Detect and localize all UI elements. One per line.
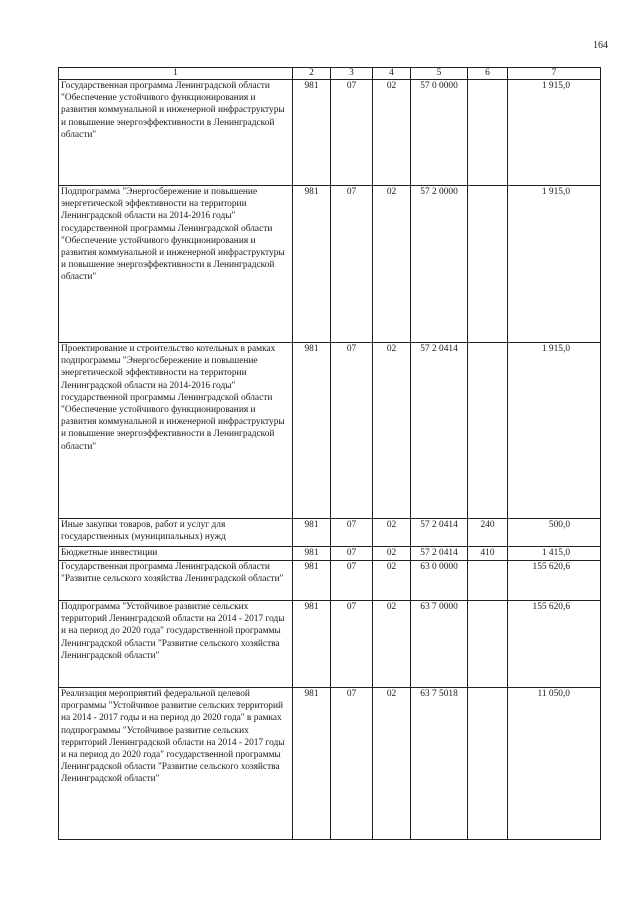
row-expense-type: [468, 80, 508, 186]
row-description: Иные закупки товаров, работ и услуг для государственных (муниципальных) нужд: [59, 519, 293, 547]
row-target-code: 63 7 5018: [411, 688, 468, 840]
table-row: [59, 186, 601, 343]
table-row: [59, 80, 601, 186]
row-description: Бюджетные инвестиции: [59, 547, 293, 561]
row-expense-type: [468, 688, 508, 840]
row-section-code: 07: [331, 561, 373, 601]
row-ministry-code: 981: [293, 561, 331, 601]
row-ministry-code: 981: [293, 186, 331, 343]
row-expense-type: [468, 601, 508, 688]
row-subsection-code: 02: [373, 186, 411, 343]
row-section-code: 07: [331, 601, 373, 688]
row-amount: 155 620,6: [508, 561, 601, 601]
row-amount: 155 620,6: [508, 601, 601, 688]
row-section-code: 07: [331, 519, 373, 547]
row-expense-type: 240: [468, 519, 508, 547]
row-subsection-code: 02: [373, 343, 411, 519]
row-expense-type: [468, 561, 508, 601]
row-target-code: 57 2 0414: [411, 343, 468, 519]
row-ministry-code: 981: [293, 688, 331, 840]
row-description: Государственная программа Ленинградской области "Обеспечение устойчивого функционирования и развития коммунальной и инженерной инфраструктуры и повышение энергоэффективности в Ленинградской области": [59, 80, 293, 186]
header-cell: 7: [508, 68, 601, 80]
header-cell: 3: [331, 68, 373, 80]
row-subsection-code: 02: [373, 561, 411, 601]
header-cell: 6: [468, 68, 508, 80]
table-row: [59, 688, 601, 840]
row-amount: 500,0: [508, 519, 601, 547]
table-row: [59, 561, 601, 601]
row-expense-type: [468, 343, 508, 519]
row-amount: 1 915,0: [508, 80, 601, 186]
row-target-code: 57 2 0414: [411, 547, 468, 561]
row-section-code: 07: [331, 186, 373, 343]
row-expense-type: 410: [468, 547, 508, 561]
row-subsection-code: 02: [373, 547, 411, 561]
row-description: Подпрограмма "Энергосбережение и повышение энергетической эффективности на территории Ленинградской области на 2014-2016 годы" государственной программы Ленинградской области "Обеспечение устойчивого функционирования и развития коммунальной и инженерной инфраструктуры и повышение энергоэффективности в Ленинградской области": [59, 186, 293, 343]
page-number: 164: [593, 40, 608, 51]
row-target-code: 63 7 0000: [411, 601, 468, 688]
row-description: Подпрограмма "Устойчивое развитие сельских территорий Ленинградской области на 2014 - 2017 годы и на период до 2020 года" государственной программы Ленинградской области "Развитие сельского хозяйства Ленинградской области": [59, 601, 293, 688]
row-section-code: 07: [331, 80, 373, 186]
row-target-code: 63 0 0000: [411, 561, 468, 601]
table-row: [59, 547, 601, 561]
table-row: [59, 519, 601, 547]
row-target-code: 57 2 0000: [411, 186, 468, 343]
row-amount: 1 915,0: [508, 186, 601, 343]
row-amount: 1 915,0: [508, 343, 601, 519]
table-header-row: [59, 68, 601, 80]
row-ministry-code: 981: [293, 547, 331, 561]
row-subsection-code: 02: [373, 688, 411, 840]
row-ministry-code: 981: [293, 519, 331, 547]
row-subsection-code: 02: [373, 80, 411, 186]
row-subsection-code: 02: [373, 519, 411, 547]
row-amount: 11 050,0: [508, 688, 601, 840]
row-ministry-code: 981: [293, 601, 331, 688]
row-description: Проектирование и строительство котельных в рамках подпрограммы "Энергосбережение и повышение энергетической эффективности на территории Ленинградской области на 2014-2016 годы" государственной программы Ленинградской области "Обеспечение устойчивого функционирования и развития коммунальной и инженерной инфраструктуры и повышение энергоэффективности в Ленинградской области": [59, 343, 293, 519]
row-description: Реализация мероприятий федеральной целевой программы "Устойчивое развитие сельских территорий на 2014 - 2017 годы и на период до 2020 года" в рамках подпрограммы "Устойчивое развитие сельских территорий Ленинградской области на 2014 - 2017 годы и на период до 2020 года" государственной программы Ленинградской области "Развитие сельского хозяйства Ленинградской области": [59, 688, 293, 840]
row-amount: 1 415,0: [508, 547, 601, 561]
row-ministry-code: 981: [293, 343, 331, 519]
row-target-code: 57 2 0414: [411, 519, 468, 547]
table-row: [59, 343, 601, 519]
row-ministry-code: 981: [293, 80, 331, 186]
header-cell: 2: [293, 68, 331, 80]
header-cell: 4: [373, 68, 411, 80]
budget-table: [58, 67, 601, 840]
table-row: [59, 601, 601, 688]
row-section-code: 07: [331, 547, 373, 561]
row-description: Государственная программа Ленинградской области "Развитие сельского хозяйства Ленинградской области": [59, 561, 293, 601]
row-target-code: 57 0 0000: [411, 80, 468, 186]
row-expense-type: [468, 186, 508, 343]
row-section-code: 07: [331, 343, 373, 519]
header-cell: 5: [411, 68, 468, 80]
row-section-code: 07: [331, 688, 373, 840]
row-subsection-code: 02: [373, 601, 411, 688]
header-cell: 1: [59, 68, 293, 80]
